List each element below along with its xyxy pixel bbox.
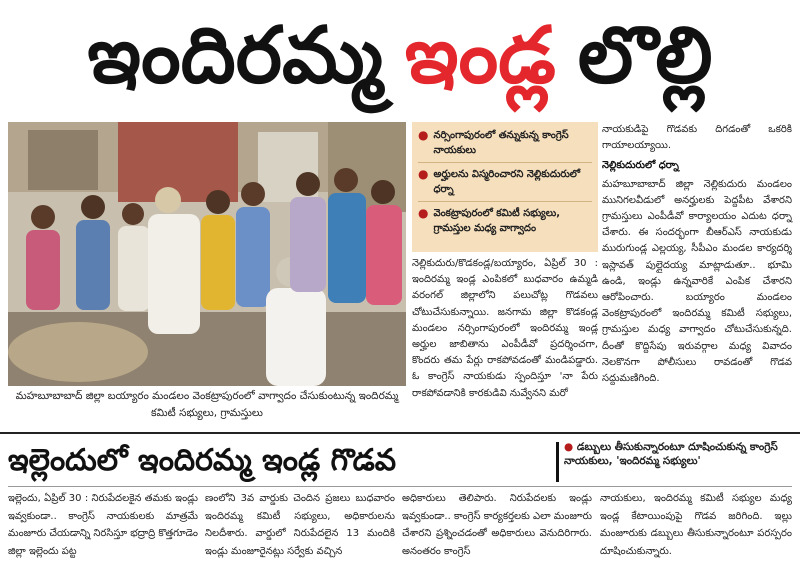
article-paragraph: మహబూబాబాద్ జిల్లా నెల్లికుదురు మండలం మునిగలవీడులో అనర్హులకు పెద్దపీట వేశారని గ్రామస్తులు ఎంపీడీవో కార్యాలయం ఎదుట ధర్నా చేశారు. ఈ సందర్భంగా బీఆర్ఎస్ నాయకుడు మురుగుండ్ల ఎల్లయ్య, సీపీఎం మండల కార్యదర్శి ఇస్లావత్ పుల్లైదయ్య మాట్లాడుతూ.. భూమి ఉండి, ఇండ్లు ఉన్నవారికే ఎంపిక చేశారని ఆరోపించారు. బయ్యారం మండలం వెంకట్రాపురంలో ఇందిరమ్మ కమిటీ సభ్యులు, గ్రామస్తుల మధ్య వాగ్వాదం చోటుచేసుకున్నది. దీంతో కొద్దిసేపు ఇరువర్గాల మధ్య వివాదం నెలకొనగా పోలీసులు రావడంతో గొడవ సద్దుమణిగింది.: [602, 178, 792, 385]
headline-part-black-2: లొల్లి: [577, 11, 713, 101]
article-paragraph: ణంలోని 3వ వార్డుకు చెందిన ప్రజలు బుధవారం ఇందిరమ్మ కమిటీ సభ్యులు, అధికారులను నిలదీశారు. వార్డులో నిరుపేదలైన 13 మందికి ఇండ్లు మంజూరైనట్లు సర్వేకు వచ్చిన: [205, 493, 395, 557]
highlight-text: అర్హులను విస్మరించారని నెల్లికుదురులో ధర్నా: [433, 169, 581, 195]
section-divider: [0, 432, 800, 434]
deck-text: డబ్బులు తీసుకున్నారంటూ దూషించుకున్న కాంగ్రెస్ నాయకులు, 'ఇందిరమ్మ సభ్యులు': [564, 441, 778, 467]
article-paragraph: నాయకుడిపై గొడవకు దిగడంతో ఒకరికి గాయాలయ్యాయి.: [602, 124, 792, 152]
second-story-column-3: [402, 490, 592, 564]
article-right-column: [602, 122, 792, 428]
article-middle-column: [412, 256, 598, 428]
highlights-box: [412, 122, 598, 252]
photo-caption: మహబూబాబాద్ జిల్లా బయ్యారం మండలం వెంకట్రాపురంలో వాగ్వాదం చేసుకుంటున్న ఇందిరమ్మ కమిటీ సభ్యులు, గ్రామస్తులు: [15, 390, 399, 419]
article-paragraph: నాయకులు, ఇందిరమ్మ కమిటీ సభ్యుల మధ్య ఇండ్ల కేటాయింపుపై గొడవ జరిగింది. ఇల్లు మంజూరుకు డబ్బులు తీసుకున్నారంటూ పరస్పరం దూషించుకున్నారు.: [600, 493, 792, 557]
main-headline: [0, 0, 800, 112]
thin-divider: [8, 486, 792, 487]
bullet-icon: ●: [564, 441, 577, 453]
bullet-icon: ●: [418, 167, 429, 181]
article-paragraph: నెల్లికుదురు/కొడకండ్ల/బయ్యారం, ఏప్రిల్ 30 : ఇందిరమ్మ ఇండ్ల ఎంపికలో బుధవారం ఉమ్మడి వరంగల్ జిల్లాలోని పలుచోట్ల గొడవలు చోటుచేసుకున్నాయి. జనగామ జిల్లా కొడకండ్ల మండలం నర్సింగాపురంలో ఇందిరమ్మ ఇండ్ల అర్హుల జాబితాను ఎంపీడీవో ప్రదర్శించగా, కొందరు తమ పేర్లు రాకపోవడంతో మండిపడ్డారు. ఓ కాంగ్రెస్ నాయకుడు స్పందిస్తూ 'నా పేరు రాకపోవడానికి కారకుడివి నువ్వేనని మరో: [412, 258, 598, 399]
bullet-icon: ●: [418, 128, 429, 142]
crowd-photo-illustration: [8, 122, 406, 386]
article-paragraph: అధికారులు తెలిపారు. నిరుపేదలకు ఇండ్లు ఇవ్వకుండా.. కాంగ్రెస్ కార్యకర్తలకు ఎలా మంజూరు చేశారని ప్రశ్నించడంతో అధికారులు వెనుదిరిగారు. అనంతరం కాంగ్రెస్: [402, 493, 592, 557]
article-subhead: నెల్లికుదురులో ధర్నా: [602, 160, 679, 172]
highlight-item: [418, 206, 592, 240]
highlight-item: [418, 128, 592, 163]
article-paragraph: ఇల్లెందు, ఏప్రిల్ 30 : నిరుపేదలకైన తమకు ఇండ్లు ఇవ్వకుండా.. కాంగ్రెస్ నాయకులకు మాత్రమే మంజూరు చేయడాన్ని నిరసిస్తూ భద్రాద్రి కొత్తగూడెం జిల్లా ఇల్లెందు పట్ట: [8, 493, 198, 557]
highlight-text: నర్సింగాపురంలో తన్నుకున్న కాంగ్రెస్ నాయకులు: [433, 130, 569, 156]
bullet-icon: ●: [418, 206, 429, 220]
second-story-column-4: [600, 490, 792, 564]
highlight-item: [418, 167, 592, 202]
second-story-deck: [564, 440, 794, 484]
headline-separator: [556, 442, 559, 482]
second-story-headline: ఇల్లెందులో ఇందిరమ్మ ఇండ్ల గొడవ: [8, 443, 397, 478]
second-story-column-2: [205, 490, 395, 564]
second-story-column-1: [8, 490, 198, 564]
headline-part-red: ఇండ్ల: [404, 11, 556, 101]
news-photo: [8, 122, 406, 386]
highlight-text: వెంకట్రాపురంలో కమిటీ సభ్యులు, గ్రామస్తుల మధ్య వాగ్వాదం: [433, 208, 561, 234]
headline-part-black: ఇందిరమ్మ: [87, 11, 383, 101]
